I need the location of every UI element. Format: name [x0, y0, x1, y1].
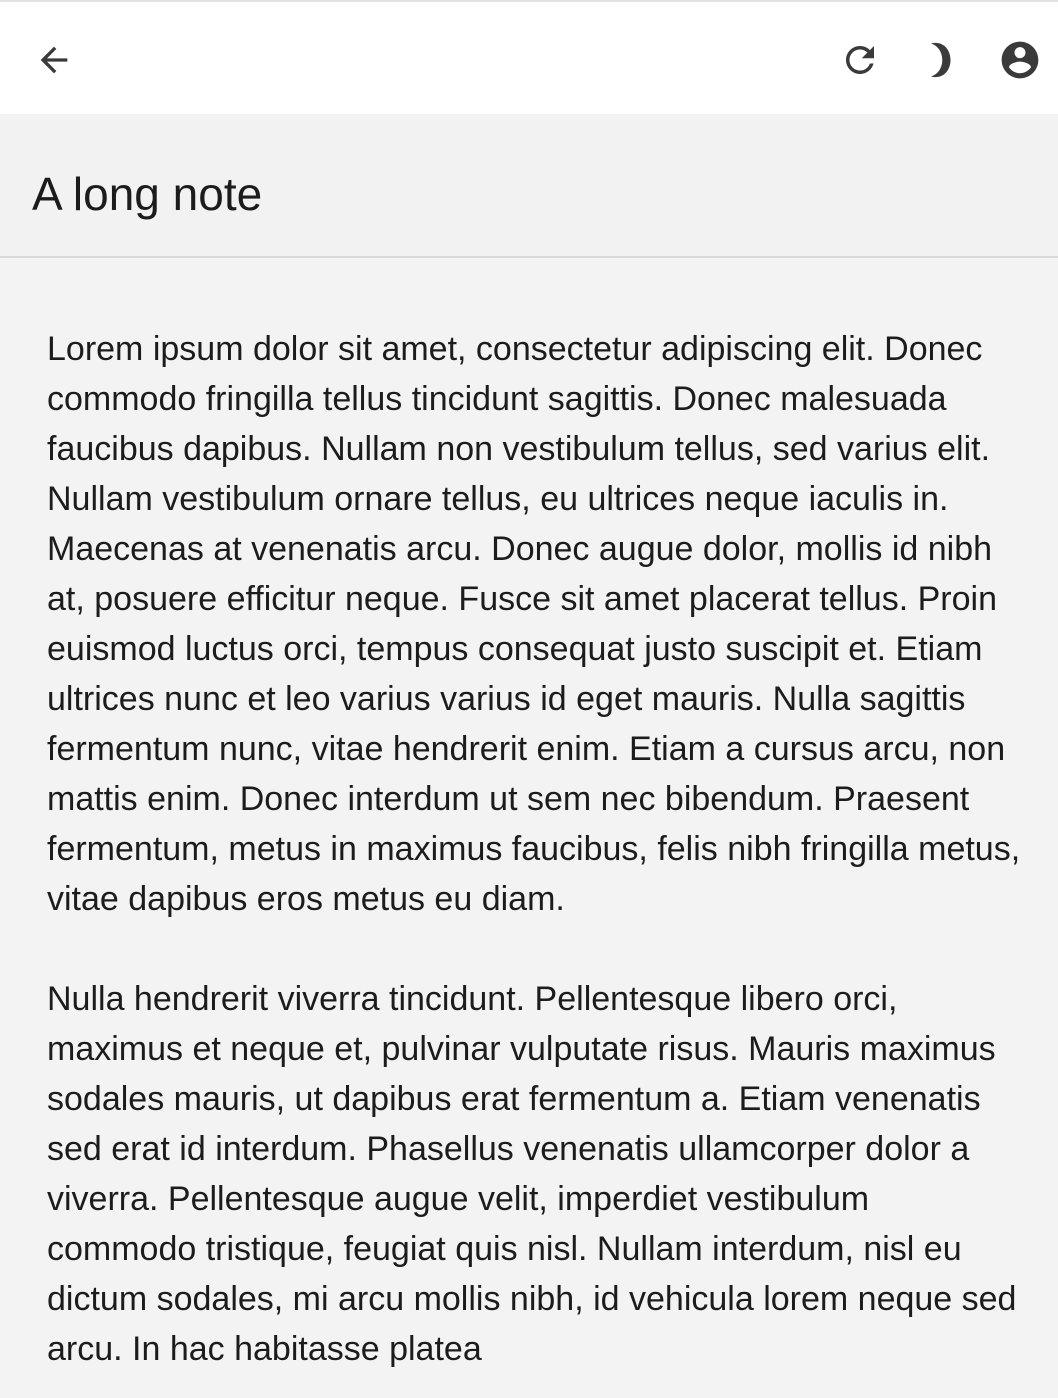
moon-icon [919, 39, 961, 81]
note-title-bar [0, 114, 1058, 258]
account-circle-icon [998, 38, 1042, 82]
refresh-button[interactable] [832, 32, 888, 88]
dark-mode-toggle[interactable] [912, 32, 968, 88]
note-paragraph: Lorem ipsum dolor sit amet, consectetur adipiscing elit. Donec commodo fringilla tellus tincidunt sagittis. Donec malesuada faucibus dapibus. Nullam non vestibulum tellus, sed varius elit. Nullam vestibulum ornare tellus, eu ultrices neque iaculis in. Maecenas at venenatis arcu. Donec augue dolor, mollis id nibh at, posuere efficitur neque. Fusce sit amet placerat tellus. Proin euismod luctus orci, tempus consequat justo suscipit et. Etiam ultrices nunc et leo varius varius id eget mauris. Nulla sagittis fermentum nunc, vitae hendrerit enim. Etiam a cursus arcu, non mattis enim. Donec interdum ut sem nec bibendum. Praesent fermentum, metus in maximus faucibus, felis nibh fringilla metus, vitae dapibus eros metus eu diam. [47, 330, 1021, 918]
top-app-bar [0, 0, 1058, 114]
account-button[interactable] [992, 32, 1048, 88]
note-content [0, 258, 1058, 1398]
refresh-icon [839, 39, 881, 81]
arrow-left-icon [34, 40, 74, 80]
note-title: A long note [32, 168, 263, 220]
back-button[interactable] [26, 32, 82, 88]
note-text [47, 324, 1022, 1398]
note-paragraph: Nulla hendrerit viverra tincidunt. Pellentesque libero orci, maximus et neque et, pulvinar vulputate risus. Mauris maximus sodales mauris, ut dapibus erat fermentum a. Etiam venenatis sed erat id interdum. Phasellus venenatis ullamcorper dolor a viverra. Pellentesque augue velit, imperdiet vestibulum commodo tristique, feugiat quis nisl. Nullam interdum, nisl eu dictum sodales, mi arcu mollis nibh, id vehicula lorem neque sed arcu. In hac habitasse platea [47, 980, 1017, 1368]
